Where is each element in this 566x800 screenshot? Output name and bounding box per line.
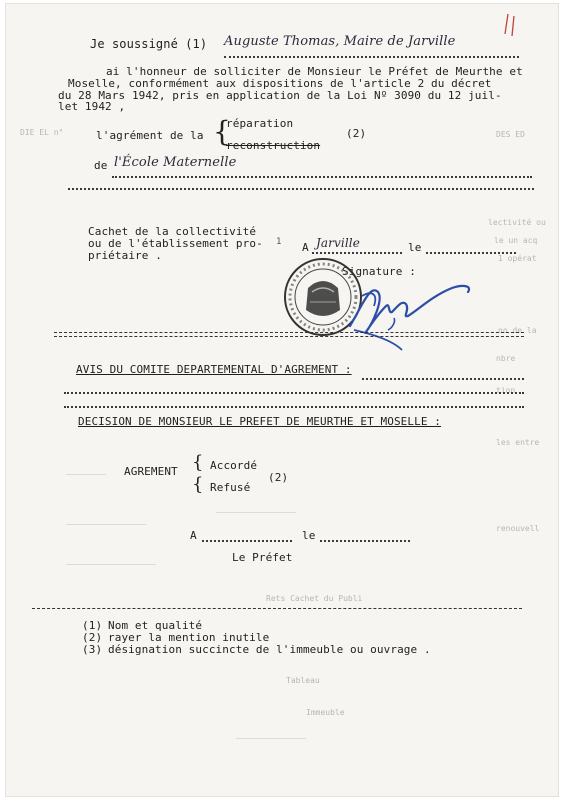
- show-through-text: renouvell: [496, 524, 540, 533]
- decision-date-label: le: [302, 529, 316, 542]
- option-refused: Refusé: [210, 481, 251, 494]
- dotted-line: [362, 376, 524, 380]
- show-through-line: [66, 474, 106, 475]
- show-through-text: nbre: [496, 354, 516, 363]
- document-page: [6, 4, 558, 796]
- dotted-line: [202, 538, 292, 542]
- brace-icon: {: [213, 115, 231, 148]
- show-through-text: DES ED: [496, 130, 525, 139]
- option-repair: réparation: [226, 117, 294, 130]
- dotted-line: [426, 250, 516, 254]
- show-through-text: les entre: [496, 438, 540, 447]
- option-reconstruction-struck: reconstruction: [226, 139, 321, 152]
- show-through-line: [66, 524, 146, 525]
- footnote-number: (1): [82, 619, 103, 632]
- prefect-label: Le Préfet: [232, 551, 293, 564]
- brace-icon: {: [192, 474, 204, 495]
- signatory-handwritten: Auguste Thomas, Maire de Jarville: [224, 34, 456, 49]
- dotted-line: [224, 54, 519, 58]
- show-through-text: Immeuble: [306, 708, 345, 717]
- footnote-number: (2): [82, 631, 103, 644]
- request-line-1: ai l'honneur de solliciter de Monsieur le Préfet de Meurthe et: [106, 65, 523, 78]
- show-through-text: lectivité ou: [488, 218, 546, 227]
- dotted-line: [112, 174, 532, 178]
- request-line-4: let 1942 ,: [58, 100, 126, 113]
- handwritten-signature-icon: [332, 266, 482, 358]
- margin-mark: 1: [276, 237, 282, 247]
- request-line-3: du 28 Mars 1942, pris en application de la Loi Nº 3090 du 12 juil-: [58, 89, 502, 102]
- decision-title: DECISION DE MONSIEUR LE PREFET DE MEURTHE ET MOSELLE :: [78, 415, 442, 428]
- of-label: de: [94, 159, 108, 172]
- footnote-text: rayer la mention inutile: [108, 631, 270, 644]
- decision-place-prefix: A: [190, 529, 197, 542]
- show-through-text: le un acq: [494, 236, 538, 245]
- section-separator: [54, 332, 524, 333]
- cachet-line-1: Cachet de la collectivité: [88, 225, 257, 238]
- dotted-line: [64, 390, 524, 394]
- footnote-text: désignation succincte de l'immeuble ou ouvrage .: [108, 643, 431, 656]
- signature-label: Signature :: [342, 265, 416, 278]
- dotted-line: [320, 538, 410, 542]
- place-prefix: A: [302, 241, 309, 254]
- dotted-line: [64, 404, 524, 408]
- show-through-line: [236, 738, 306, 739]
- footnote-number: (3): [82, 643, 103, 656]
- corner-ink-mark: [501, 10, 521, 40]
- dotted-line: [312, 250, 402, 254]
- intro-label: Je soussigné (1): [90, 37, 208, 51]
- show-through-text: Tableau: [286, 676, 320, 685]
- show-through-text: 1 opérat: [498, 254, 537, 263]
- date-label: le: [408, 241, 422, 254]
- brace-icon: {: [192, 452, 204, 473]
- note-ref: (2): [346, 127, 367, 140]
- show-through-text: no de la: [498, 326, 537, 335]
- show-through-line: [66, 564, 156, 565]
- cachet-line-3: priétaire .: [88, 249, 162, 262]
- agreement-label: l'agrément de la: [96, 129, 204, 142]
- footnote-separator: [32, 608, 522, 609]
- request-line-2: Moselle, conformément aux dispositions de l'article 2 du décret: [68, 77, 492, 90]
- place-handwritten: Jarville: [316, 236, 360, 250]
- decision-note-ref: (2): [268, 471, 289, 484]
- dotted-line: [68, 186, 534, 190]
- cachet-line-2: ou de l'établissement pro-: [88, 237, 263, 250]
- option-granted: Accordé: [210, 459, 258, 472]
- building-handwritten: l'École Maternelle: [114, 155, 237, 170]
- show-through-text: DIE EL n°: [20, 128, 64, 137]
- section-separator: [54, 336, 524, 337]
- avis-title: AVIS DU COMITE DEPARTEMENTAL D'AGREMENT :: [76, 363, 352, 376]
- agrement-label: AGREMENT: [124, 465, 178, 478]
- show-through-text: Rets Cachet du Publi: [266, 594, 363, 603]
- show-through-line: [216, 512, 296, 513]
- show-through-text: tion: [496, 386, 516, 395]
- footnote-text: Nom et qualité: [108, 619, 203, 632]
